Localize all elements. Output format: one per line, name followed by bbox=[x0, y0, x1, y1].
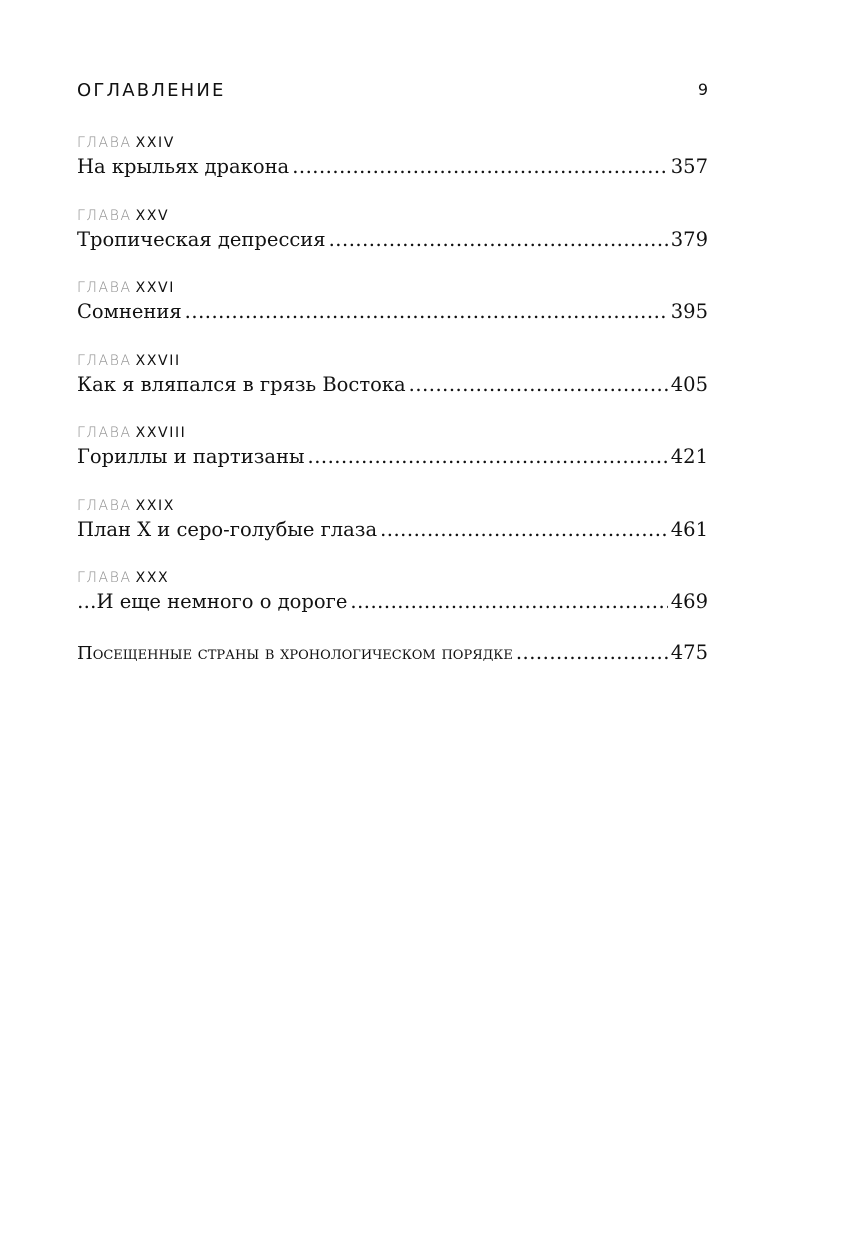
dot-leader bbox=[329, 227, 668, 253]
chapter-title: Как я вляпался в грязь Востока bbox=[77, 372, 406, 396]
toc-line bbox=[77, 640, 708, 667]
dot-leader bbox=[185, 299, 668, 325]
chapter-page: 461 bbox=[670, 517, 708, 541]
chapter-page: 469 bbox=[670, 590, 708, 613]
section-title: ОГЛАВЛЕНИЕ bbox=[77, 80, 226, 101]
toc-line bbox=[77, 227, 708, 253]
toc-entry[interactable] bbox=[77, 567, 708, 640]
chapter-title: …И еще немного о дороге bbox=[77, 590, 348, 613]
toc-entry[interactable] bbox=[77, 205, 708, 278]
chapter-title: Тропическая депрессия bbox=[77, 227, 326, 251]
chapter-label bbox=[77, 350, 708, 372]
chapter-label bbox=[77, 132, 708, 154]
chapter-number: XXX bbox=[135, 570, 170, 586]
toc-line bbox=[77, 299, 708, 325]
chapter-number: XXIX bbox=[135, 497, 175, 514]
dot-leader bbox=[380, 517, 668, 543]
toc-entry[interactable] bbox=[77, 350, 708, 423]
chapter-word: ГЛАВА bbox=[77, 497, 132, 514]
chapter-page: 405 bbox=[670, 372, 708, 396]
dot-leader bbox=[350, 589, 667, 615]
appendix-title: Посещенные страны в хронологическом порядке bbox=[77, 643, 513, 664]
chapter-page: 395 bbox=[670, 300, 708, 323]
chapter-word: ГЛАВА bbox=[77, 352, 132, 369]
dot-leader bbox=[516, 640, 668, 666]
chapter-title: На крыльях дракона bbox=[77, 155, 290, 178]
chapter-label bbox=[77, 422, 708, 444]
toc-line bbox=[77, 517, 708, 543]
chapter-word: ГЛАВА bbox=[77, 135, 132, 151]
chapter-label bbox=[77, 495, 708, 517]
chapter-word: ГЛАВА bbox=[77, 280, 132, 296]
chapter-word: ГЛАВА bbox=[77, 425, 132, 441]
appendix-entry[interactable] bbox=[77, 640, 708, 667]
chapter-title: План X и серо-голубые глаза bbox=[77, 517, 378, 541]
chapter-page: 421 bbox=[670, 445, 708, 468]
toc-entry[interactable] bbox=[77, 495, 708, 568]
chapter-label bbox=[77, 567, 708, 589]
chapter-label bbox=[77, 205, 708, 227]
chapter-number: XXVI bbox=[135, 280, 175, 296]
table-of-contents bbox=[77, 132, 708, 640]
toc-line bbox=[77, 589, 708, 615]
page-number: 9 bbox=[697, 80, 708, 99]
appendix-page: 475 bbox=[670, 641, 708, 664]
chapter-number: XXV bbox=[135, 207, 170, 224]
dot-leader bbox=[308, 444, 668, 470]
toc-line bbox=[77, 154, 708, 180]
chapter-title: Гориллы и партизаны bbox=[77, 445, 305, 468]
toc-entry[interactable] bbox=[77, 277, 708, 350]
chapter-word: ГЛАВА bbox=[77, 207, 132, 224]
chapter-word: ГЛАВА bbox=[77, 570, 132, 586]
chapter-title: Сомнения bbox=[77, 300, 182, 323]
toc-line bbox=[77, 444, 708, 470]
chapter-number: XXIV bbox=[135, 135, 175, 151]
page-header bbox=[77, 80, 708, 104]
toc-entry[interactable] bbox=[77, 422, 708, 495]
toc-entry[interactable] bbox=[77, 132, 708, 205]
dot-leader bbox=[409, 372, 668, 398]
toc-line bbox=[77, 372, 708, 398]
chapter-number: XXVII bbox=[135, 352, 181, 369]
dot-leader bbox=[292, 154, 668, 180]
chapter-number: XXVIII bbox=[135, 425, 187, 441]
chapter-page: 357 bbox=[670, 155, 708, 178]
chapter-label bbox=[77, 277, 708, 299]
chapter-page: 379 bbox=[670, 227, 708, 251]
